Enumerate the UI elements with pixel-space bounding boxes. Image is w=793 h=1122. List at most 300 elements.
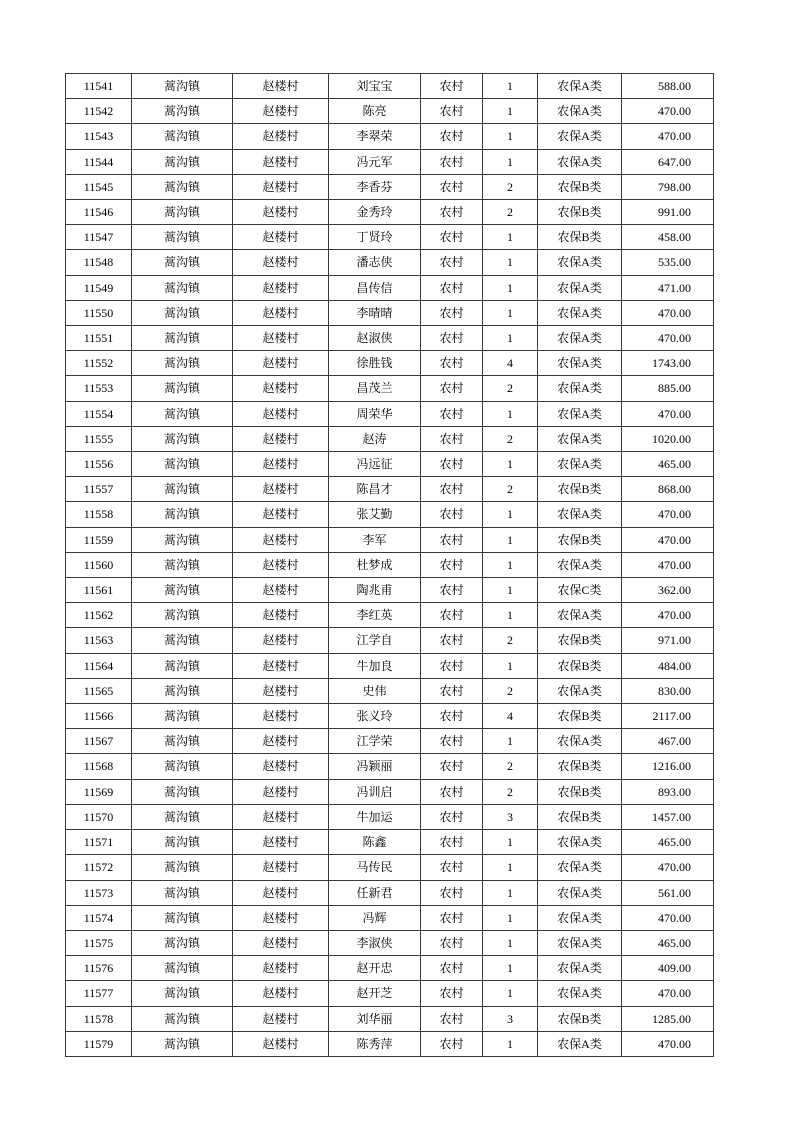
cell-amount: 561.00 (622, 880, 714, 905)
cell-amount: 893.00 (622, 779, 714, 804)
cell-town: 蒿沟镇 (132, 426, 233, 451)
cell-count: 1 (483, 502, 538, 527)
cell-amount: 798.00 (622, 174, 714, 199)
cell-serial: 11547 (66, 225, 132, 250)
cell-name: 冯颖丽 (329, 754, 421, 779)
cell-name: 江学荣 (329, 729, 421, 754)
cell-village: 赵楼村 (233, 729, 329, 754)
cell-count: 1 (483, 552, 538, 577)
cell-town: 蒿沟镇 (132, 678, 233, 703)
cell-category: 农保A类 (538, 351, 622, 376)
table-row (66, 200, 714, 225)
cell-village: 赵楼村 (233, 704, 329, 729)
table-row (66, 426, 714, 451)
cell-count: 1 (483, 250, 538, 275)
cell-amount: 971.00 (622, 628, 714, 653)
cell-town: 蒿沟镇 (132, 250, 233, 275)
cell-name: 陈秀萍 (329, 1031, 421, 1056)
cell-category: 农保A类 (538, 99, 622, 124)
cell-category: 农保A类 (538, 830, 622, 855)
table-row (66, 880, 714, 905)
cell-town: 蒿沟镇 (132, 401, 233, 426)
cell-amount: 2117.00 (622, 704, 714, 729)
cell-village: 赵楼村 (233, 578, 329, 603)
cell-serial: 11568 (66, 754, 132, 779)
cell-amount: 470.00 (622, 855, 714, 880)
cell-town: 蒿沟镇 (132, 930, 233, 955)
cell-residence: 农村 (421, 628, 483, 653)
cell-serial: 11548 (66, 250, 132, 275)
cell-residence: 农村 (421, 376, 483, 401)
cell-village: 赵楼村 (233, 603, 329, 628)
table-row (66, 174, 714, 199)
cell-category: 农保C类 (538, 578, 622, 603)
cell-town: 蒿沟镇 (132, 804, 233, 829)
cell-count: 2 (483, 779, 538, 804)
cell-name: 李晴晴 (329, 300, 421, 325)
cell-town: 蒿沟镇 (132, 74, 233, 99)
cell-category: 农保A类 (538, 74, 622, 99)
cell-category: 农保A类 (538, 426, 622, 451)
cell-residence: 农村 (421, 426, 483, 451)
cell-village: 赵楼村 (233, 930, 329, 955)
cell-village: 赵楼村 (233, 830, 329, 855)
cell-residence: 农村 (421, 527, 483, 552)
cell-town: 蒿沟镇 (132, 981, 233, 1006)
cell-amount: 470.00 (622, 502, 714, 527)
cell-village: 赵楼村 (233, 678, 329, 703)
cell-residence: 农村 (421, 880, 483, 905)
cell-town: 蒿沟镇 (132, 149, 233, 174)
cell-village: 赵楼村 (233, 401, 329, 426)
cell-town: 蒿沟镇 (132, 905, 233, 930)
cell-name: 任新君 (329, 880, 421, 905)
cell-residence: 农村 (421, 905, 483, 930)
cell-village: 赵楼村 (233, 275, 329, 300)
cell-amount: 830.00 (622, 678, 714, 703)
cell-residence: 农村 (421, 74, 483, 99)
cell-residence: 农村 (421, 653, 483, 678)
pension-roster-table (65, 73, 714, 1057)
cell-village: 赵楼村 (233, 1031, 329, 1056)
cell-town: 蒿沟镇 (132, 300, 233, 325)
cell-category: 农保A类 (538, 502, 622, 527)
cell-town: 蒿沟镇 (132, 754, 233, 779)
cell-town: 蒿沟镇 (132, 99, 233, 124)
table-row (66, 981, 714, 1006)
cell-serial: 11550 (66, 300, 132, 325)
table-row (66, 1006, 714, 1031)
cell-amount: 1743.00 (622, 351, 714, 376)
cell-residence: 农村 (421, 704, 483, 729)
cell-count: 2 (483, 678, 538, 703)
table-row (66, 729, 714, 754)
cell-amount: 470.00 (622, 326, 714, 351)
cell-serial: 11544 (66, 149, 132, 174)
cell-serial: 11559 (66, 527, 132, 552)
table-row (66, 74, 714, 99)
cell-village: 赵楼村 (233, 200, 329, 225)
cell-count: 2 (483, 628, 538, 653)
cell-town: 蒿沟镇 (132, 275, 233, 300)
cell-category: 农保B类 (538, 754, 622, 779)
cell-count: 1 (483, 653, 538, 678)
cell-category: 农保B类 (538, 628, 622, 653)
table-row (66, 149, 714, 174)
cell-name: 李红英 (329, 603, 421, 628)
cell-town: 蒿沟镇 (132, 351, 233, 376)
table-row (66, 628, 714, 653)
cell-serial: 11575 (66, 930, 132, 955)
cell-village: 赵楼村 (233, 452, 329, 477)
cell-town: 蒿沟镇 (132, 578, 233, 603)
cell-serial: 11569 (66, 779, 132, 804)
cell-amount: 470.00 (622, 124, 714, 149)
table-row (66, 855, 714, 880)
cell-residence: 农村 (421, 124, 483, 149)
cell-serial: 11555 (66, 426, 132, 451)
cell-serial: 11554 (66, 401, 132, 426)
cell-count: 4 (483, 351, 538, 376)
cell-category: 农保A类 (538, 452, 622, 477)
cell-residence: 农村 (421, 855, 483, 880)
cell-residence: 农村 (421, 452, 483, 477)
cell-village: 赵楼村 (233, 1006, 329, 1031)
cell-category: 农保A类 (538, 930, 622, 955)
cell-category: 农保B类 (538, 779, 622, 804)
table-row (66, 1031, 714, 1056)
cell-amount: 484.00 (622, 653, 714, 678)
cell-amount: 470.00 (622, 981, 714, 1006)
cell-residence: 农村 (421, 678, 483, 703)
cell-village: 赵楼村 (233, 225, 329, 250)
cell-name: 冯元军 (329, 149, 421, 174)
cell-amount: 1457.00 (622, 804, 714, 829)
cell-count: 1 (483, 124, 538, 149)
cell-serial: 11549 (66, 275, 132, 300)
cell-category: 农保A类 (538, 956, 622, 981)
cell-serial: 11556 (66, 452, 132, 477)
cell-serial: 11577 (66, 981, 132, 1006)
cell-village: 赵楼村 (233, 124, 329, 149)
cell-count: 2 (483, 477, 538, 502)
cell-count: 1 (483, 401, 538, 426)
cell-name: 赵涛 (329, 426, 421, 451)
cell-name: 李香芬 (329, 174, 421, 199)
cell-name: 马传民 (329, 855, 421, 880)
cell-category: 农保A类 (538, 124, 622, 149)
cell-residence: 农村 (421, 275, 483, 300)
cell-category: 农保A类 (538, 855, 622, 880)
cell-village: 赵楼村 (233, 754, 329, 779)
table-row (66, 477, 714, 502)
cell-count: 1 (483, 905, 538, 930)
cell-name: 江学自 (329, 628, 421, 653)
cell-residence: 农村 (421, 578, 483, 603)
cell-count: 4 (483, 704, 538, 729)
cell-count: 2 (483, 174, 538, 199)
cell-residence: 农村 (421, 552, 483, 577)
cell-name: 牛加运 (329, 804, 421, 829)
cell-residence: 农村 (421, 300, 483, 325)
cell-town: 蒿沟镇 (132, 200, 233, 225)
cell-count: 1 (483, 855, 538, 880)
cell-count: 1 (483, 578, 538, 603)
cell-count: 1 (483, 300, 538, 325)
cell-village: 赵楼村 (233, 174, 329, 199)
cell-category: 农保A类 (538, 552, 622, 577)
cell-town: 蒿沟镇 (132, 628, 233, 653)
cell-town: 蒿沟镇 (132, 603, 233, 628)
cell-serial: 11543 (66, 124, 132, 149)
cell-category: 农保B类 (538, 1006, 622, 1031)
cell-town: 蒿沟镇 (132, 653, 233, 678)
table-row (66, 376, 714, 401)
table-row (66, 678, 714, 703)
cell-village: 赵楼村 (233, 250, 329, 275)
cell-village: 赵楼村 (233, 376, 329, 401)
cell-category: 农保A类 (538, 326, 622, 351)
cell-serial: 11565 (66, 678, 132, 703)
cell-village: 赵楼村 (233, 981, 329, 1006)
cell-name: 史伟 (329, 678, 421, 703)
cell-count: 1 (483, 149, 538, 174)
cell-category: 农保A类 (538, 149, 622, 174)
table-row (66, 326, 714, 351)
cell-count: 1 (483, 729, 538, 754)
cell-serial: 11541 (66, 74, 132, 99)
cell-name: 冯辉 (329, 905, 421, 930)
cell-name: 陈昌才 (329, 477, 421, 502)
cell-name: 徐胜钱 (329, 351, 421, 376)
cell-category: 农保A类 (538, 376, 622, 401)
cell-town: 蒿沟镇 (132, 855, 233, 880)
cell-residence: 农村 (421, 250, 483, 275)
cell-serial: 11545 (66, 174, 132, 199)
cell-name: 赵开忠 (329, 956, 421, 981)
cell-amount: 470.00 (622, 552, 714, 577)
cell-amount: 535.00 (622, 250, 714, 275)
cell-town: 蒿沟镇 (132, 880, 233, 905)
cell-count: 1 (483, 981, 538, 1006)
cell-name: 陈亮 (329, 99, 421, 124)
cell-serial: 11552 (66, 351, 132, 376)
cell-count: 2 (483, 754, 538, 779)
cell-category: 农保A类 (538, 981, 622, 1006)
cell-serial: 11571 (66, 830, 132, 855)
cell-amount: 470.00 (622, 527, 714, 552)
cell-amount: 647.00 (622, 149, 714, 174)
cell-town: 蒿沟镇 (132, 956, 233, 981)
cell-town: 蒿沟镇 (132, 704, 233, 729)
cell-category: 农保A类 (538, 603, 622, 628)
cell-serial: 11560 (66, 552, 132, 577)
cell-serial: 11570 (66, 804, 132, 829)
cell-serial: 11566 (66, 704, 132, 729)
cell-residence: 农村 (421, 351, 483, 376)
cell-town: 蒿沟镇 (132, 124, 233, 149)
cell-town: 蒿沟镇 (132, 477, 233, 502)
cell-count: 1 (483, 880, 538, 905)
cell-amount: 470.00 (622, 603, 714, 628)
table-row (66, 250, 714, 275)
table-row (66, 704, 714, 729)
cell-name: 赵淑侠 (329, 326, 421, 351)
cell-residence: 农村 (421, 930, 483, 955)
cell-serial: 11564 (66, 653, 132, 678)
cell-town: 蒿沟镇 (132, 326, 233, 351)
cell-name: 李军 (329, 527, 421, 552)
cell-count: 3 (483, 1006, 538, 1031)
cell-category: 农保B类 (538, 225, 622, 250)
cell-residence: 农村 (421, 401, 483, 426)
cell-village: 赵楼村 (233, 628, 329, 653)
cell-amount: 465.00 (622, 452, 714, 477)
cell-serial: 11546 (66, 200, 132, 225)
cell-serial: 11574 (66, 905, 132, 930)
cell-amount: 1216.00 (622, 754, 714, 779)
cell-serial: 11567 (66, 729, 132, 754)
cell-amount: 470.00 (622, 300, 714, 325)
cell-town: 蒿沟镇 (132, 1006, 233, 1031)
cell-village: 赵楼村 (233, 99, 329, 124)
cell-village: 赵楼村 (233, 527, 329, 552)
cell-village: 赵楼村 (233, 477, 329, 502)
cell-category: 农保A类 (538, 401, 622, 426)
cell-village: 赵楼村 (233, 426, 329, 451)
cell-name: 潘志侠 (329, 250, 421, 275)
cell-name: 刘华丽 (329, 1006, 421, 1031)
cell-town: 蒿沟镇 (132, 174, 233, 199)
cell-residence: 农村 (421, 174, 483, 199)
cell-category: 农保A类 (538, 678, 622, 703)
table-row (66, 830, 714, 855)
cell-serial: 11551 (66, 326, 132, 351)
cell-village: 赵楼村 (233, 502, 329, 527)
cell-residence: 农村 (421, 981, 483, 1006)
table-row (66, 99, 714, 124)
cell-name: 陈鑫 (329, 830, 421, 855)
cell-count: 1 (483, 99, 538, 124)
cell-category: 农保B类 (538, 174, 622, 199)
cell-amount: 991.00 (622, 200, 714, 225)
cell-village: 赵楼村 (233, 300, 329, 325)
cell-count: 1 (483, 326, 538, 351)
table-row (66, 603, 714, 628)
cell-category: 农保A类 (538, 880, 622, 905)
cell-town: 蒿沟镇 (132, 225, 233, 250)
cell-town: 蒿沟镇 (132, 376, 233, 401)
cell-residence: 农村 (421, 225, 483, 250)
cell-serial: 11563 (66, 628, 132, 653)
cell-category: 农保A类 (538, 729, 622, 754)
cell-amount: 470.00 (622, 99, 714, 124)
cell-village: 赵楼村 (233, 880, 329, 905)
table-row (66, 804, 714, 829)
cell-village: 赵楼村 (233, 74, 329, 99)
table-row (66, 905, 714, 930)
cell-serial: 11576 (66, 956, 132, 981)
cell-serial: 11557 (66, 477, 132, 502)
cell-residence: 农村 (421, 1006, 483, 1031)
cell-count: 1 (483, 225, 538, 250)
cell-name: 昌茂兰 (329, 376, 421, 401)
cell-amount: 470.00 (622, 401, 714, 426)
cell-village: 赵楼村 (233, 326, 329, 351)
cell-residence: 农村 (421, 477, 483, 502)
table-row (66, 502, 714, 527)
table-row (66, 779, 714, 804)
cell-town: 蒿沟镇 (132, 1031, 233, 1056)
cell-count: 1 (483, 275, 538, 300)
cell-amount: 470.00 (622, 1031, 714, 1056)
cell-amount: 868.00 (622, 477, 714, 502)
cell-amount: 470.00 (622, 905, 714, 930)
cell-village: 赵楼村 (233, 552, 329, 577)
cell-amount: 1285.00 (622, 1006, 714, 1031)
cell-village: 赵楼村 (233, 653, 329, 678)
cell-name: 金秀玲 (329, 200, 421, 225)
cell-serial: 11561 (66, 578, 132, 603)
cell-category: 农保B类 (538, 704, 622, 729)
table-row (66, 578, 714, 603)
cell-town: 蒿沟镇 (132, 452, 233, 477)
cell-count: 2 (483, 200, 538, 225)
cell-count: 1 (483, 603, 538, 628)
cell-residence: 农村 (421, 99, 483, 124)
cell-residence: 农村 (421, 1031, 483, 1056)
cell-residence: 农村 (421, 779, 483, 804)
table-body (66, 74, 714, 1057)
cell-residence: 农村 (421, 729, 483, 754)
cell-residence: 农村 (421, 200, 483, 225)
cell-amount: 1020.00 (622, 426, 714, 451)
cell-count: 1 (483, 452, 538, 477)
cell-amount: 362.00 (622, 578, 714, 603)
cell-name: 周荣华 (329, 401, 421, 426)
cell-residence: 农村 (421, 326, 483, 351)
cell-serial: 11553 (66, 376, 132, 401)
cell-name: 张义玲 (329, 704, 421, 729)
cell-village: 赵楼村 (233, 804, 329, 829)
cell-town: 蒿沟镇 (132, 830, 233, 855)
cell-village: 赵楼村 (233, 351, 329, 376)
table-row (66, 452, 714, 477)
cell-name: 李翠荣 (329, 124, 421, 149)
cell-serial: 11573 (66, 880, 132, 905)
cell-residence: 农村 (421, 830, 483, 855)
table-row (66, 956, 714, 981)
cell-amount: 458.00 (622, 225, 714, 250)
cell-town: 蒿沟镇 (132, 779, 233, 804)
cell-name: 冯训启 (329, 779, 421, 804)
cell-category: 农保B类 (538, 653, 622, 678)
cell-village: 赵楼村 (233, 905, 329, 930)
cell-residence: 农村 (421, 502, 483, 527)
cell-amount: 471.00 (622, 275, 714, 300)
cell-village: 赵楼村 (233, 956, 329, 981)
cell-name: 张艾勤 (329, 502, 421, 527)
cell-village: 赵楼村 (233, 779, 329, 804)
cell-name: 丁贤玲 (329, 225, 421, 250)
cell-category: 农保A类 (538, 300, 622, 325)
cell-category: 农保B类 (538, 477, 622, 502)
table-row (66, 527, 714, 552)
cell-name: 陶兆甫 (329, 578, 421, 603)
cell-name: 刘宝宝 (329, 74, 421, 99)
cell-name: 杜梦成 (329, 552, 421, 577)
cell-amount: 885.00 (622, 376, 714, 401)
